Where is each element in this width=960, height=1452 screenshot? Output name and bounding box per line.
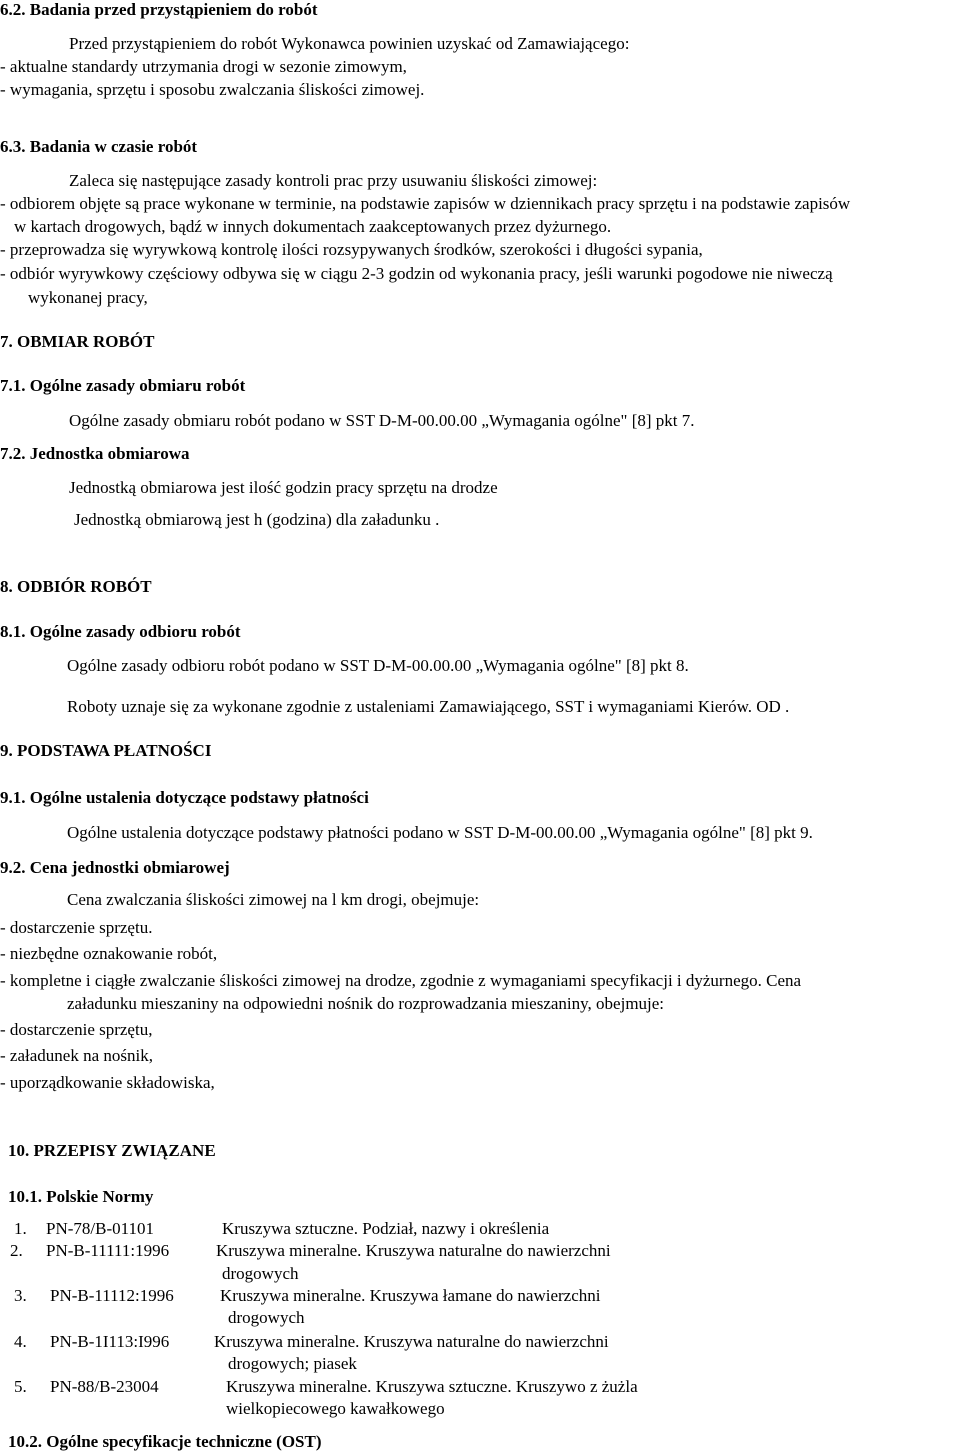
section-heading-8: 8. ODBIÓR ROBÓT: [0, 577, 152, 596]
list-item-continuation: w kartach drogowych, bądź w innych dokumentach zaakceptowanych przez dyżurnego.: [14, 217, 612, 236]
paragraph: Ogólne zasady obmiaru robót podano w SST D-M-00.00.00 „Wymagania ogólne" [8] pkt 7.: [69, 411, 695, 430]
norm-code: PN-B-11112:1996: [50, 1286, 174, 1305]
list-item: - dostarczenie sprzętu.: [0, 918, 153, 937]
norm-description: Kruszywa mineralne. Kruszywa sztuczne. Kruszywo z żużla: [226, 1377, 638, 1396]
norm-description-continuation: wielkopiecowego kawałkowego: [226, 1399, 445, 1418]
section-heading-9-1: 9.1. Ogólne ustalenia dotyczące podstawy płatności: [0, 788, 369, 807]
norm-number: 3.: [14, 1286, 27, 1305]
paragraph: Cena zwalczania śliskości zimowej na l km drogi, obejmuje:: [67, 890, 480, 909]
norm-number: 4.: [14, 1332, 27, 1351]
norm-code: PN-B-1I113:I996: [50, 1332, 170, 1351]
paragraph: Jednostką obmiarową jest h (godzina) dla załadunku .: [74, 510, 440, 529]
section-heading-7-2: 7.2. Jednostka obmiarowa: [0, 444, 190, 463]
list-item: - aktualne standardy utrzymania drogi w sezonie zimowym,: [0, 57, 407, 76]
norm-code: PN-78/B-01101: [46, 1219, 154, 1238]
paragraph: Roboty uznaje się za wykonane zgodnie z ustaleniami Zamawiającego, SST i wymaganiami Kierów. OD .: [67, 697, 790, 716]
norm-description-continuation: drogowych: [222, 1264, 299, 1283]
norm-description: Kruszywa sztuczne. Podział, nazwy i określenia: [222, 1219, 550, 1238]
paragraph: Przed przystąpieniem do robót Wykonawca powinien uzyskać od Zamawiającego:: [69, 34, 630, 53]
section-heading-10-2: 10.2. Ogólne specyfikacje techniczne (OST): [8, 1432, 322, 1451]
section-heading-8-1: 8.1. Ogólne zasady odbioru robót: [0, 622, 241, 641]
norm-number: 1.: [14, 1219, 27, 1238]
list-item: - załadunek na nośnik,: [0, 1046, 153, 1065]
paragraph: Jednostką obmiarowa jest ilość godzin pracy sprzętu na drodze: [69, 478, 498, 497]
list-item: - kompletne i ciągłe zwalczanie śliskości zimowej na drodze, zgodnie z wymaganiami specyfikacji i dyżurnego. Cena: [0, 971, 802, 990]
section-heading-7-1: 7.1. Ogólne zasady obmiaru robót: [0, 376, 246, 395]
section-heading-7: 7. OBMIAR ROBÓT: [0, 332, 155, 351]
norm-description: Kruszywa mineralne. Kruszywa łamane do nawierzchni: [220, 1286, 601, 1305]
list-item-continuation: załadunku mieszaniny na odpowiedni nośnik do rozprowadzania mieszaniny, obejmuje:: [67, 994, 665, 1013]
list-item: - uporządkowanie składowiska,: [0, 1073, 215, 1092]
list-item: - przeprowadza się wyrywkową kontrolę ilości rozsypywanych środków, szerokości i długości sypania,: [0, 240, 703, 259]
norm-description-continuation: drogowych: [228, 1308, 305, 1327]
norm-code: PN-B-11111:1996: [46, 1241, 170, 1260]
list-item: - odbiorem objęte są prace wykonane w terminie, na podstawie zapisów w dziennikach pracy sprzętu i na podstawie zapisów: [0, 194, 851, 213]
section-heading-9: 9. PODSTAWA PŁATNOŚCI: [0, 741, 212, 760]
norm-code: PN-88/B-23004: [50, 1377, 159, 1396]
section-heading-6-2: 6.2. Badania przed przystąpieniem do robót: [0, 0, 318, 19]
norm-description: Kruszywa mineralne. Kruszywa naturalne do nawierzchni: [214, 1332, 609, 1351]
paragraph: Ogólne ustalenia dotyczące podstawy płatności podano w SST D-M-00.00.00 „Wymagania ogólne" [8] pkt 9.: [67, 823, 813, 842]
list-item: - wymagania, sprzętu i sposobu zwalczania śliskości zimowej.: [0, 80, 425, 99]
section-heading-6-3: 6.3. Badania w czasie robót: [0, 137, 198, 156]
norm-description-continuation: drogowych; piasek: [228, 1354, 357, 1373]
paragraph: Zaleca się następujące zasady kontroli prac przy usuwaniu śliskości zimowej:: [69, 171, 598, 190]
norm-number: 2.: [10, 1241, 23, 1260]
norm-description: Kruszywa mineralne. Kruszywa naturalne do nawierzchni: [216, 1241, 611, 1260]
section-heading-9-2: 9.2. Cena jednostki obmiarowej: [0, 858, 230, 877]
norm-number: 5.: [14, 1377, 27, 1396]
list-item-continuation: wykonanej pracy,: [28, 288, 148, 307]
list-item: - dostarczenie sprzętu,: [0, 1020, 153, 1039]
list-item: - niezbędne oznakowanie robót,: [0, 944, 218, 963]
list-item: - odbiór wyrywkowy częściowy odbywa się w ciągu 2-3 godzin od wykonania pracy, jeśli warunki pogodowe nie niweczą: [0, 264, 833, 283]
section-heading-10-1: 10.1. Polskie Normy: [8, 1187, 154, 1206]
section-heading-10: 10. PRZEPISY ZWIĄZANE: [8, 1141, 216, 1160]
paragraph: Ogólne zasady odbioru robót podano w SST D-M-00.00.00 „Wymagania ogólne" [8] pkt 8.: [67, 656, 689, 675]
